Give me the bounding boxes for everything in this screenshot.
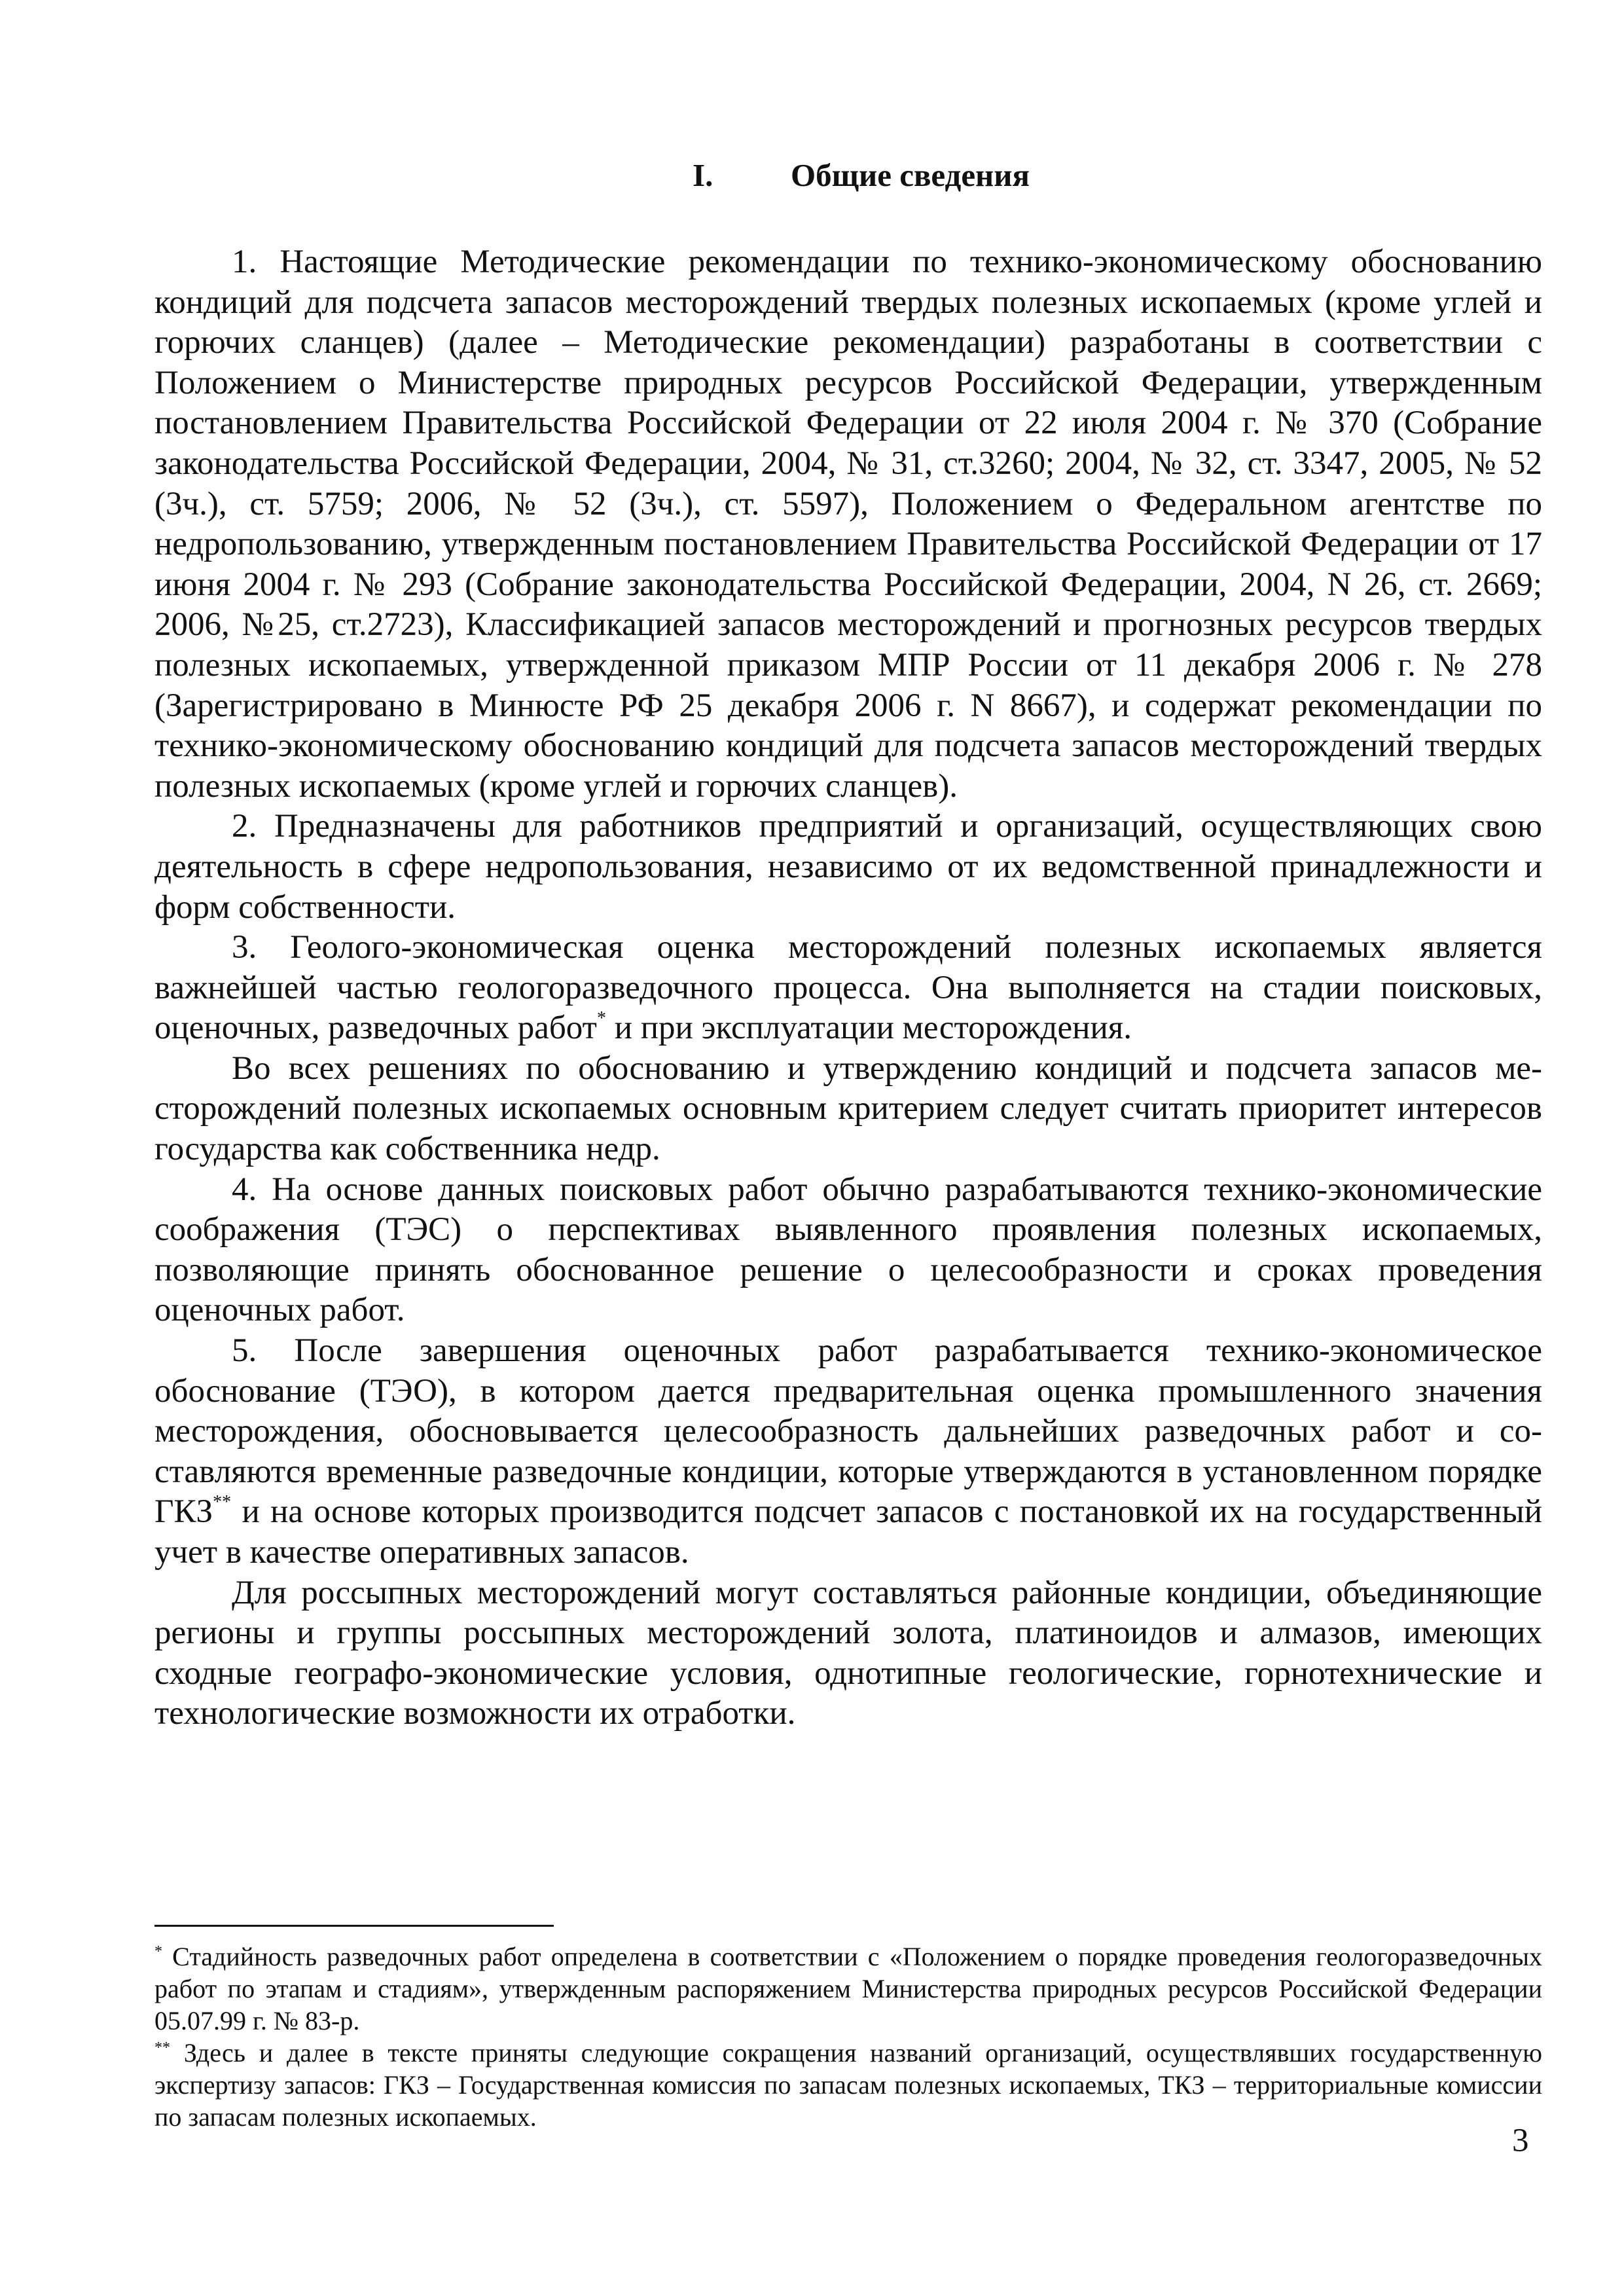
paragraph-2: 2. Предназначены для работников предприятий и организаций, осуществляющих свою деятельность в сфере недропользования, независимо от их ведомственной принадлежности и форм собственности. (154, 808, 1542, 926)
page-number: 3 (1512, 2123, 1529, 2159)
paragraph-5 (154, 1331, 1542, 1573)
footnote-1 (154, 1941, 1542, 2037)
paragraph-3-continued: Во всех решениях по обоснованию и утверждению кондиций и подсчета запасов месторождений полезных ископаемых основным критерием следует считать приоритет интересов государства как собственника недр. (154, 1049, 1542, 1168)
footnotes (154, 1941, 1542, 2133)
footnote-2 (154, 2037, 1542, 2133)
paragraph-placers: Для россыпных месторождений могут составляться районные кондиции, объединяющие регионы и группы россыпных месторождений золота, платиноидов и алмазов, имеющих сходные географо-экономические условия, однотипные геологические, горнотехнические и технологические возможности их отработки. (154, 1574, 1542, 1732)
footnote-2-text: Здесь и далее в тексте приняты следующие сокращения названий организаций, осуществлявших государственную экспертизу запасов: ГКЗ – Государственная комиссия по запасам полезных ископаемых, ТКЗ – территориальные комиссии по запасам полезных ископаемых. (154, 2038, 1542, 2132)
paragraph-4: 4. На основе данных поисковых работ обычно разрабатываются технико-экономические соображения (ТЭС) о перспективах выявленного проявления полезных ископаемых, позволяющие принять обоснованное решение о целесообразности и сроках проведения оценочных работ. (154, 1171, 1542, 1329)
body-text (154, 242, 1542, 1734)
paragraph-5-text: 5. После завершения оценочных работ разрабатывается технико-экономическое обоснование (ТЭО), в котором дается предварительная оценка промышленного значения месторождения, обосновывается целесообразность дальнейших разведочных работ и составляются временные разведочные кондиции, которые утверждаются в установленном порядке ГКЗ (154, 1332, 1542, 1531)
footnote-divider (154, 1925, 554, 1927)
footnote-ref-2: ** (213, 1492, 232, 1513)
paragraph-3-text-end: и при эксплуатации месторождения. (605, 1010, 1132, 1047)
footnote-1-mark: * (154, 1943, 162, 1960)
paragraph-3-text: 3. Геолого-экономическая оценка месторождений полезных ископаемых является важнейшей частью геологоразведочного процесса. Она выполняется на стадии поисковых, оценочных, разведочных работ (154, 929, 1542, 1047)
section-number: I. (693, 157, 713, 193)
paragraph-3 (154, 928, 1542, 1049)
section-heading (693, 156, 1030, 195)
footnote-1-text: Стадийность разведочных работ определена в соответствии с «Положением о порядке проведения геологоразведочных работ по этапам и стадиям», утвержденным распоряжением Министерства природных ресурсов Российской Федерации 05.07.99 г. № 83-р. (154, 1942, 1542, 2035)
paragraph-1: 1. Настоящие Методические рекомендации по технико-экономическому обоснованию кондиций для подсчета запасов месторождений твердых полезных ископаемых (кроме углей и горючих сланцев) (далее – Методические рекомендации) разработаны в соответствии с Положением о Министерстве природных ресурсов Российской Федерации, утвержденным постановлением Правительства Российской Федерации от 22 июля 2004 г. № 370 (Собрание законодательства Российской Федерации, 2004, № 31, ст.3260; 2004, № 32, ст. 3347, 2005, № 52 (3ч.), ст. 5759; 2006, № 52 (3ч.), ст. 5597), Положением о Федеральном агентстве по недропользованию, утвержденным постановлением Правительства Российской Федерации от 17 июня 2004 г. № 293 (Собрание законодательства Российской Федерации, 2004, N 26, ст. 2669; 2006, №25, ст.2723), Классификацией запасов месторождений и прогнозных ресурсов твердых полезных ископаемых, утвержденной приказом МПР России от 11 декабря 2006 г. № 278 (Зарегистрировано в Минюсте РФ 25 декабря 2006 г. N 8667), и содержат рекомендации по технико-экономическому обоснованию кондиций для подсчета запасов месторождений твердых полезных ископаемых (кроме углей и горючих сланцев). (154, 244, 1542, 805)
footnote-2-mark: ** (154, 2039, 170, 2056)
paragraph-5-text-end: и на основе которых производится подсчет запасов с постановкой их на государственный учет в качестве оперативных запасов. (154, 1493, 1542, 1571)
section-title: Общие сведения (791, 157, 1030, 193)
footnote-ref-1: * (596, 1008, 606, 1029)
